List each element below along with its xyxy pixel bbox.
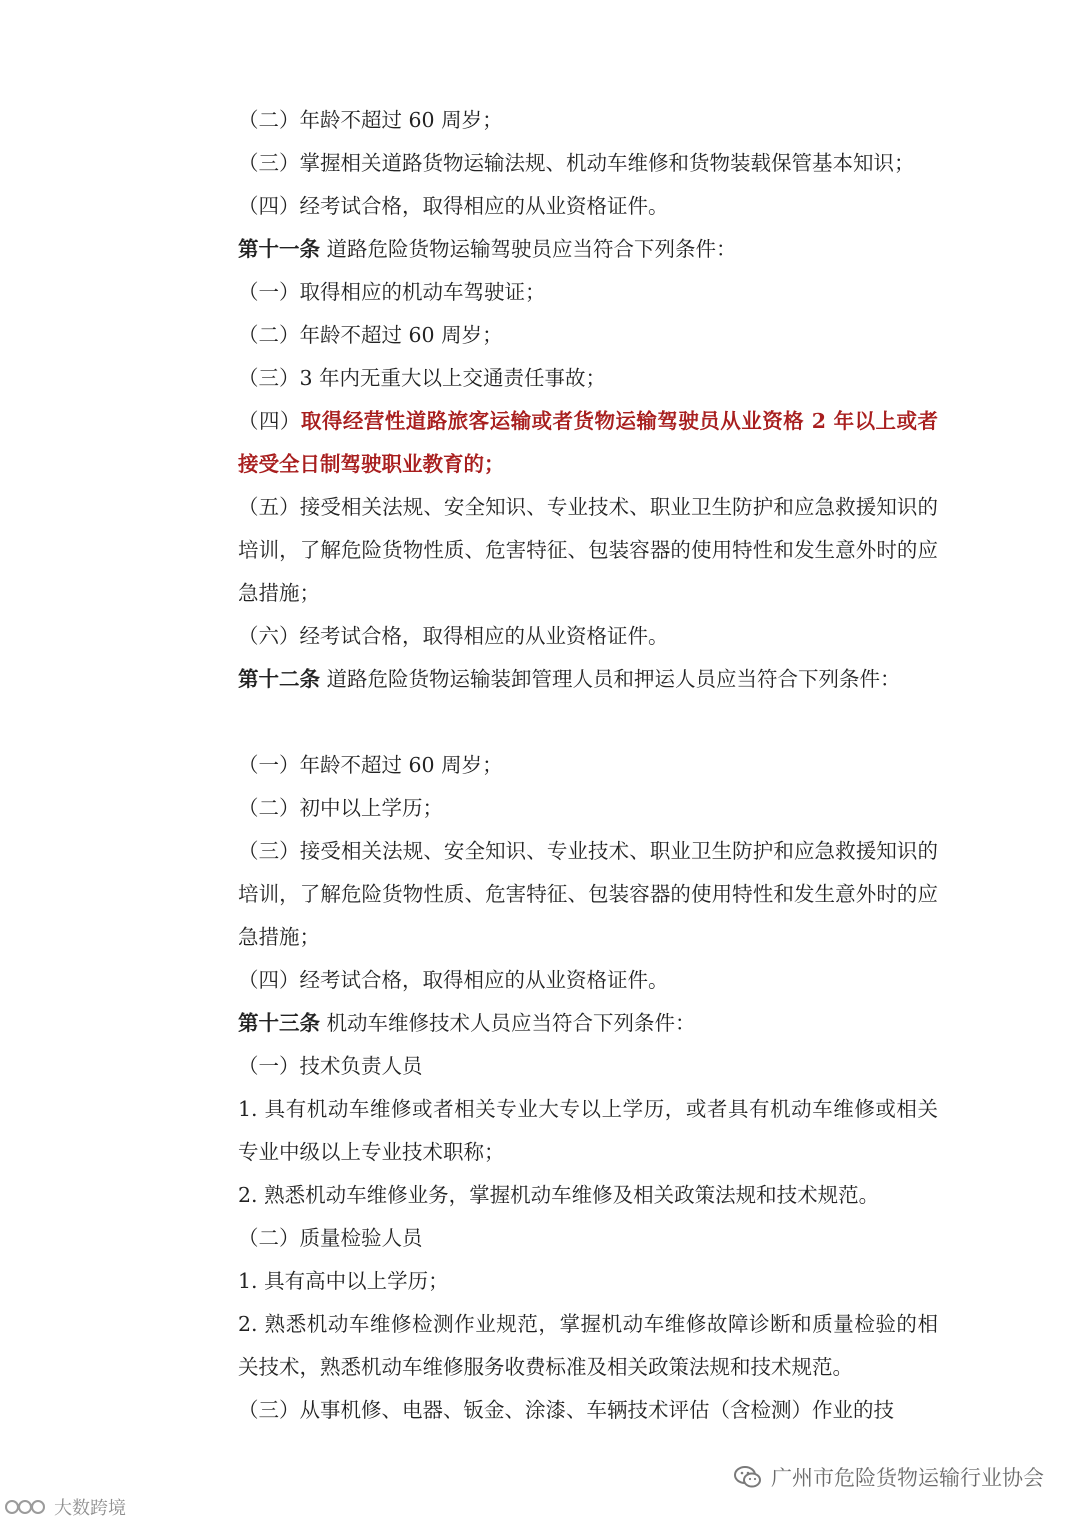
- paragraph: （六）经考试合格，取得相应的从业资格证件。: [238, 624, 669, 648]
- highlighted-paragraph: （四）取得经营性道路旅客运输或者货物运输驾驶员从业资格 2 年以上或者接受全日制驾驶职业教育的；: [238, 409, 938, 476]
- article-12: 第十二条 道路危险货物运输装卸管理人员和押运人员应当符合下列条件：: [238, 667, 901, 691]
- paragraph: （一）年龄不超过 60 周岁；: [238, 753, 503, 777]
- paragraph: （三）掌握相关道路货物运输法规、机动车维修和货物装载保管基本知识；: [238, 151, 915, 175]
- paragraph: （二）年龄不超过 60 周岁；: [238, 108, 503, 132]
- brand-name: 大数跨境: [54, 1498, 126, 1519]
- paragraph: 1. 具有机动车维修或者相关专业大专以上学历，或者具有机动车维修或相关专业中级以上专业技术职称；: [238, 1097, 938, 1164]
- wechat-icon: [733, 1464, 763, 1490]
- paragraph: （四）经考试合格，取得相应的从业资格证件。: [238, 194, 669, 218]
- paragraph: 2. 熟悉机动车维修业务，掌握机动车维修及相关政策法规和技术规范。: [238, 1183, 880, 1207]
- brand-logo-icon: [4, 1496, 48, 1518]
- highlighted-text: 取得经营性道路旅客运输或者货物运输驾驶员从业资格 2 年以上或者接受全日制驾驶职业教育的；: [238, 409, 938, 476]
- paragraph: （三）从事机修、电器、钣金、涂漆、车辆技术评估（含检测）作业的技: [238, 1398, 894, 1422]
- paragraph: （二）年龄不超过 60 周岁；: [238, 323, 503, 347]
- wechat-account-watermark: [733, 1462, 1044, 1492]
- article-13: 第十三条 机动车维修技术人员应当符合下列条件：: [238, 1011, 696, 1035]
- account-name: 广州市危险货物运输行业协会: [771, 1466, 1044, 1490]
- paragraph: 2. 熟悉机动车维修检测作业规范，掌握机动车维修故障诊断和质量检验的相关技术，熟悉机动车维修服务收费标准及相关政策法规和技术规范。: [238, 1312, 938, 1379]
- article-label: 第十一条: [238, 237, 320, 261]
- paragraph: （四）经考试合格，取得相应的从业资格证件。: [238, 968, 669, 992]
- paragraph: （三）接受相关法规、安全知识、专业技术、职业卫生防护和应急救援知识的培训，了解危险货物性质、危害特征、包装容器的使用特性和发生意外时的应急措施；: [238, 839, 938, 949]
- paragraph: （一）技术负责人员: [238, 1054, 423, 1078]
- paragraph: （二）质量检验人员: [238, 1226, 423, 1250]
- article-label: 第十三条: [238, 1011, 320, 1035]
- paragraph: 1. 具有高中以上学历；: [238, 1269, 449, 1293]
- brand-watermark: [4, 1494, 126, 1520]
- article-11: 第十一条 道路危险货物运输驾驶员应当符合下列条件：: [238, 237, 737, 261]
- paragraph: （三）3 年内无重大以上交通责任事故；: [238, 366, 607, 390]
- paragraph: （二）初中以上学历；: [238, 796, 443, 820]
- article-label: 第十二条: [238, 667, 320, 691]
- paragraph: （五）接受相关法规、安全知识、专业技术、职业卫生防护和应急救援知识的培训，了解危险货物性质、危害特征、包装容器的使用特性和发生意外时的应急措施；: [238, 495, 938, 605]
- paragraph: （一）取得相应的机动车驾驶证；: [238, 280, 546, 304]
